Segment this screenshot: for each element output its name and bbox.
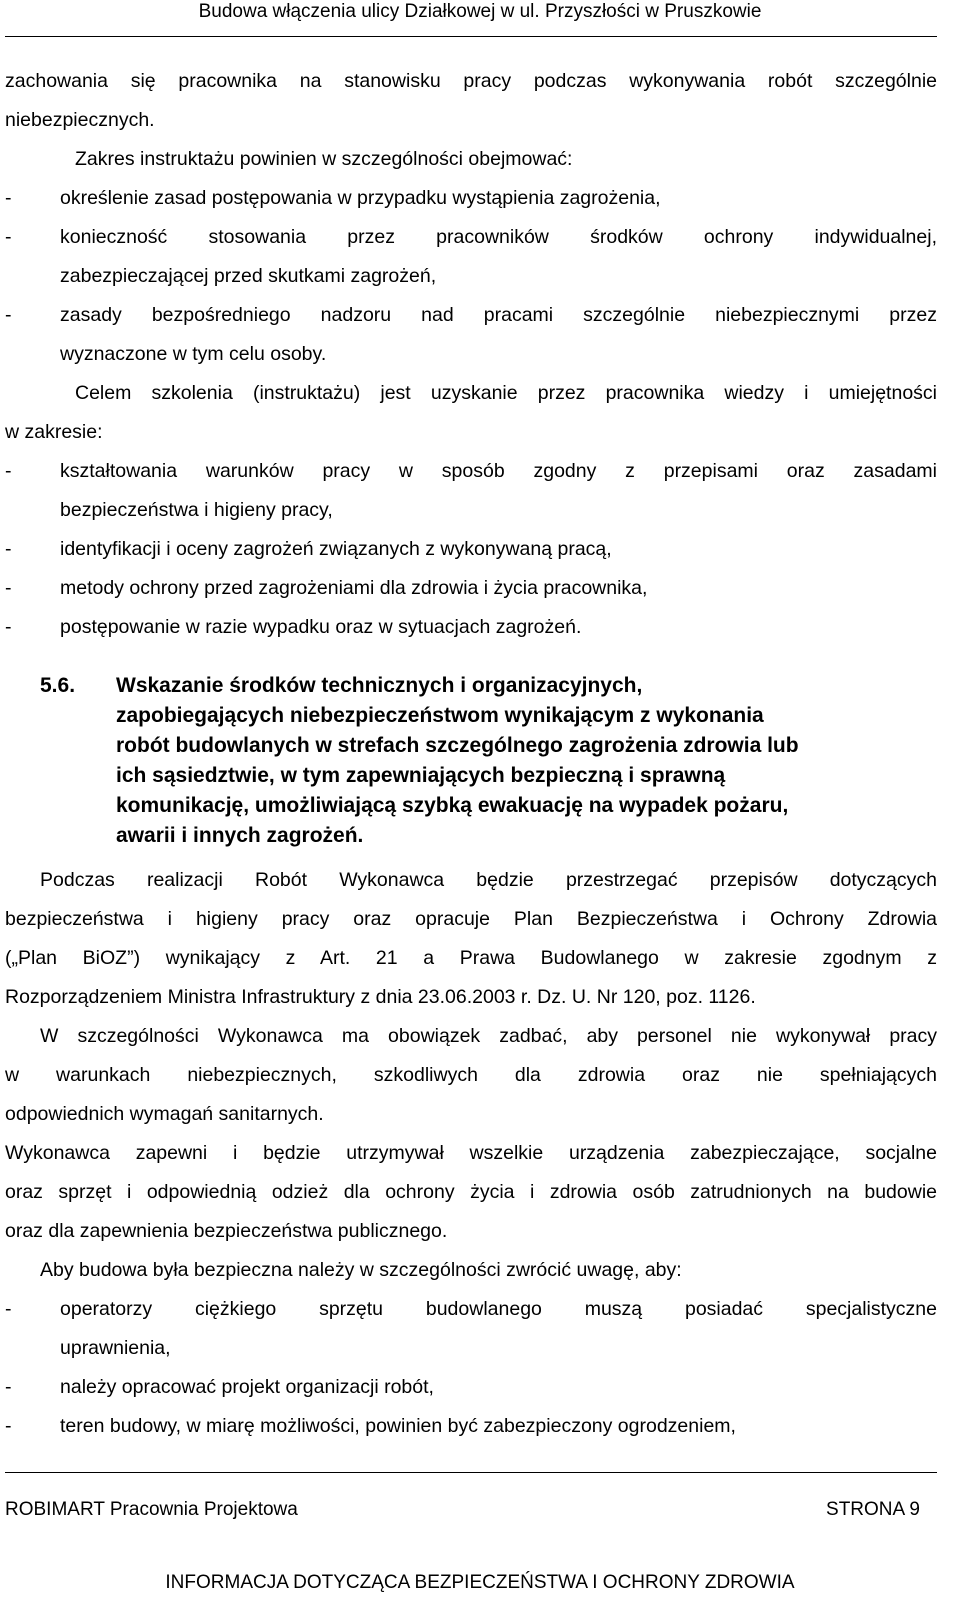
body-line: odpowiednich wymagań sanitarnych. (5, 1103, 324, 1125)
body-line: („Plan BiOZ”) wynikający z Art. 21 a Prawa Budowlanego w zakresie zgodnym z (5, 947, 937, 969)
body-line: Aby budowa była bezpieczna należy w szczególności zwrócić uwagę, aby: (40, 1259, 682, 1281)
footer-company: ROBIMART Pracownia Projektowa (5, 1499, 298, 1520)
body-line: Wykonawca zapewni i będzie utrzymywał wszelkie urządzenia zabezpieczające, socjalne (5, 1142, 937, 1164)
section-title-line: komunikację, umożliwiającą szybką ewakuację na wypadek pożaru, (116, 794, 789, 817)
section-title-line: Wskazanie środków technicznych i organizacyjnych, (116, 674, 643, 697)
body-line: Rozporządzeniem Ministra Infrastruktury z dnia 23.06.2003 r. Dz. U. Nr 120, poz. 1126. (5, 986, 756, 1008)
section-title-line: ich sąsiedztwie, w tym zapewniających bezpieczną i sprawną (116, 764, 726, 787)
list-item-continuation: uprawnienia, (60, 1337, 171, 1359)
body-line: Zakres instruktażu powinien w szczególności obejmować: (75, 148, 573, 170)
list-item: - operatorzy ciężkiego sprzętu budowlanego muszą posiadać specjalistyczne (5, 1298, 937, 1320)
body-line: oraz sprzęt i odpowiednią odzież dla ochrony życia i zdrowia osób zatrudnionych na budowie (5, 1181, 937, 1203)
list-item-continuation: wyznaczone w tym celu osoby. (60, 343, 327, 365)
page-header: Budowa włączenia ulicy Działkowej w ul. Przyszłości w Pruszkowie (198, 1, 762, 22)
list-item: - identyfikacji i oceny zagrożeń związanych z wykonywaną pracą, (5, 538, 612, 560)
section-title-line: robót budowlanych w strefach szczególnego zagrożenia zdrowia lub (116, 734, 799, 757)
section-number: 5.6. (40, 674, 76, 697)
section-title-line: zapobiegających niebezpieczeństwom wynikającym z wykonania (116, 704, 764, 727)
body-line: zachowania się pracownika na stanowisku pracy podczas wykonywania robót szczególnie (5, 70, 937, 92)
list-item: - postępowanie w razie wypadku oraz w sytuacjach zagrożeń. (5, 616, 582, 638)
section-title-line: awarii i innych zagrożeń. (116, 824, 364, 847)
list-item: - określenie zasad postępowania w przypadku wystąpienia zagrożenia, (5, 187, 661, 209)
list-item: - kształtowania warunków pracy w sposób zgodny z przepisami oraz zasadami (5, 460, 937, 482)
body-line: w zakresie: (5, 421, 103, 443)
list-item: - zasady bezpośredniego nadzoru nad pracami szczególnie niebezpiecznymi przez (5, 304, 937, 326)
body-line: Celem szkolenia (instruktażu) jest uzyskanie przez pracownika wiedzy i umiejętności (75, 382, 937, 404)
body-line: niebezpiecznych. (5, 109, 155, 131)
footer-document-title: INFORMACJA DOTYCZĄCA BEZPIECZEŃSTWA I OCHRONY ZDROWIA (165, 1572, 795, 1593)
body-line: W szczególności Wykonawca ma obowiązek zadbać, aby personel nie wykonywał pracy (40, 1025, 937, 1047)
page-number: STRONA 9 (826, 1499, 920, 1520)
list-item: - metody ochrony przed zagrożeniami dla zdrowia i życia pracownika, (5, 577, 648, 599)
body-line: bezpieczeństwa i higieny pracy oraz opracuje Plan Bezpieczeństwa i Ochrony Zdrowia (5, 908, 937, 930)
list-item: - teren budowy, w miarę możliwości, powinien być zabezpieczony ogrodzeniem, (5, 1415, 736, 1437)
body-line: Podczas realizacji Robót Wykonawca będzie przestrzegać przepisów dotyczących (40, 869, 937, 891)
list-item: - konieczność stosowania przez pracowników środków ochrony indywidualnej, (5, 226, 937, 248)
footer-divider (5, 1472, 937, 1473)
list-item-continuation: zabezpieczającej przed skutkami zagrożeń, (60, 265, 437, 287)
header-divider (5, 36, 937, 37)
list-item-continuation: bezpieczeństwa i higieny pracy, (60, 499, 333, 521)
list-item: - należy opracować projekt organizacji robót, (5, 1376, 434, 1398)
body-line: w warunkach niebezpiecznych, szkodliwych dla zdrowia oraz nie spełniających (5, 1064, 937, 1086)
body-line: oraz dla zapewnienia bezpieczeństwa publicznego. (5, 1220, 448, 1242)
